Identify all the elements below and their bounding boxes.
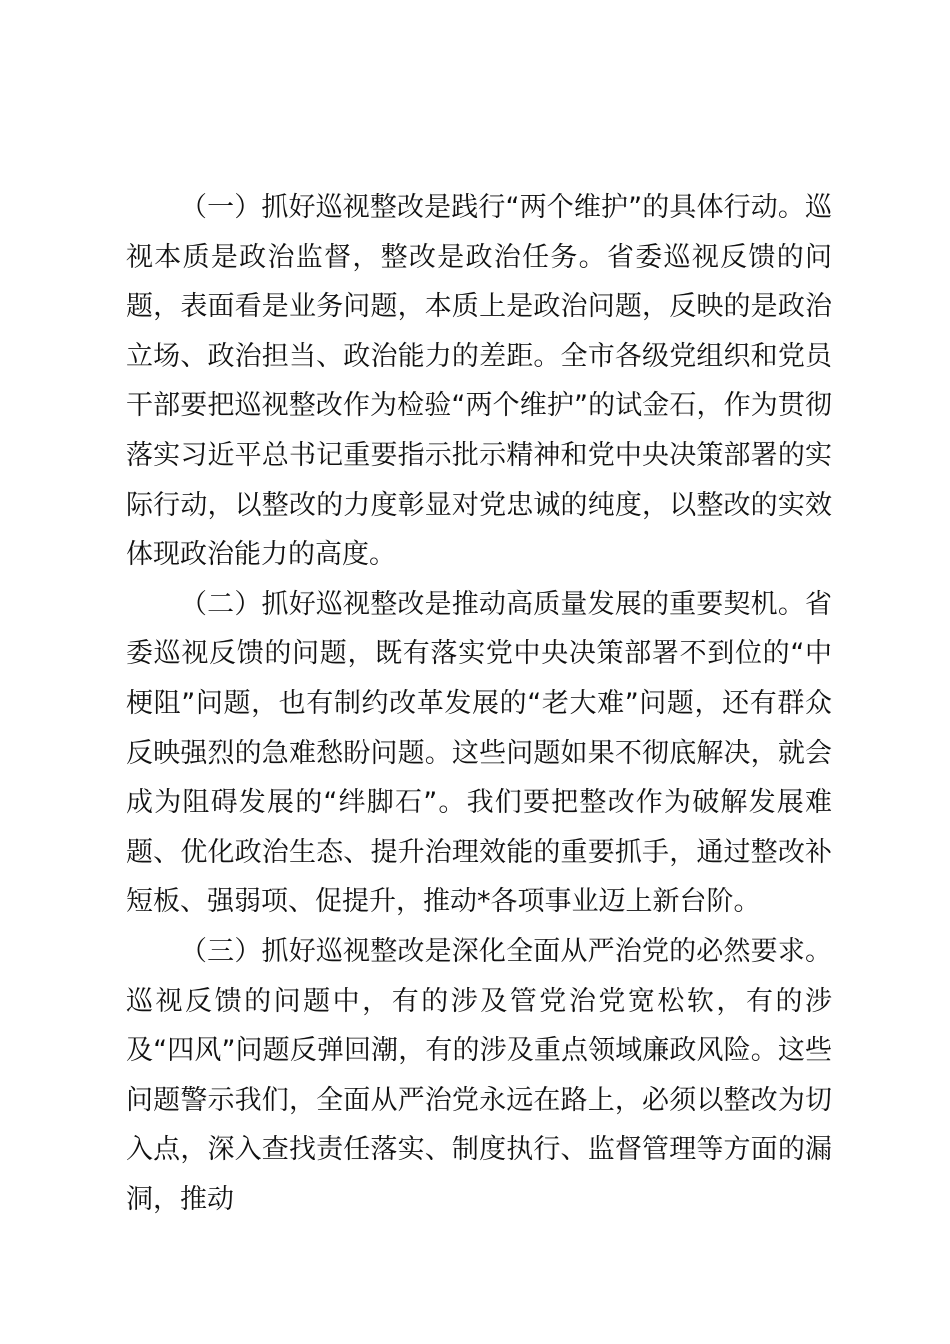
- paragraph-1: （一）抓好巡视整改是践行“两个维护”的具体行动。巡视本质是政治监督，整改是政治任务。省委巡视反馈的问题，表面看是业务问题，本质上是政治问题，反映的是政治立场、政治担当、政治能力的差距。全市各级党组织和党员干部要把巡视整改作为检验“两个维护”的试金石，作为贯彻落实习近平总书记重要指示批示精神和党中央决策部署的实际行动，以整改的力度彰显对党忠诚的纯度，以整改的实效体现政治能力的高度。: [126, 192, 832, 571]
- paragraph-3: （三）抓好巡视整改是深化全面从严治党的必然要求。巡视反馈的问题中，有的涉及管党治党宽松软，有的涉及“四风”问题反弹回潮，有的涉及重点领域廉政风险。这些问题警示我们，全面从严治党永远在路上，必须以整改为切入点，深入查找责任落实、制度执行、监督管理等方面的漏洞，推动: [126, 935, 832, 1215]
- paragraph-2: （二）抓好巡视整改是推动高质量发展的重要契机。省委巡视反馈的问题，既有落实党中央决策部署不到位的“中梗阻”问题，也有制约改革发展的“老大难”问题，还有群众反映强烈的急难愁盼问题。这些问题如果不彻底解决，就会成为阻碍发展的“绊脚石”。我们要把整改作为破解发展难题、优化政治生态、提升治理效能的重要抓手，通过整改补短板、强弱项、促提升，推动*各项事业迈上新台阶。: [126, 588, 832, 918]
- document-body: [126, 183, 832, 1224]
